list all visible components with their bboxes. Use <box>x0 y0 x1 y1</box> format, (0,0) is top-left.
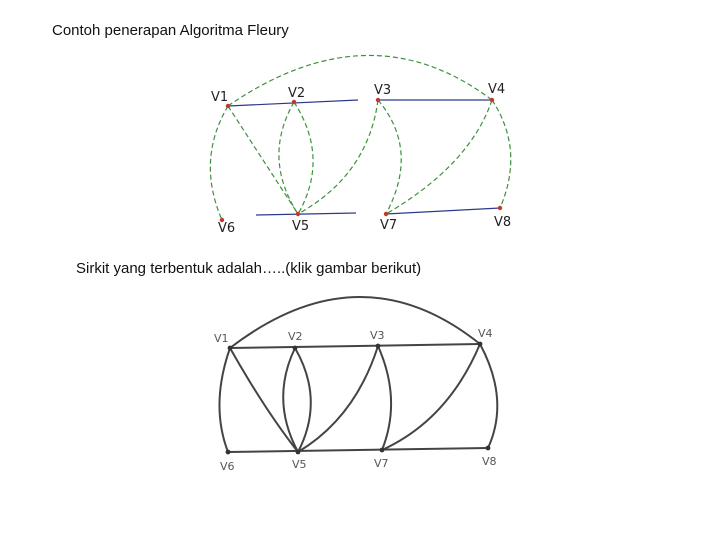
edge-v6-v8 <box>228 448 488 452</box>
label-v1: V1 <box>211 90 229 105</box>
node-v5 <box>296 450 301 455</box>
label-v7: V7 <box>380 218 398 233</box>
node-v3 <box>376 344 381 349</box>
edge-v4-v7 <box>382 344 480 450</box>
label-v6: V6 <box>218 221 236 236</box>
label-v2: V2 <box>288 86 306 101</box>
edge-v4-v8-arc <box>480 344 497 448</box>
label-v8: V8 <box>482 455 497 468</box>
label-v4: V4 <box>488 82 506 97</box>
label-v3: V3 <box>374 83 392 98</box>
node-v4 <box>478 342 483 347</box>
node-v6 <box>226 450 231 455</box>
node-v8 <box>486 446 491 451</box>
slide-title: Contoh penerapan Algoritma Fleury <box>52 22 289 39</box>
label-v7: V7 <box>374 457 389 470</box>
edge-v1-v6-arc <box>219 348 230 452</box>
edge-v1-v4-arc <box>230 297 480 348</box>
edge-v1-v4 <box>230 344 480 348</box>
label-v5: V5 <box>292 219 310 234</box>
edge-v3-v7 <box>378 346 391 450</box>
node-v2 <box>293 346 298 351</box>
node-v7 <box>380 448 385 453</box>
label-v2: V2 <box>288 330 303 343</box>
node-v1 <box>228 346 233 351</box>
label-v6: V6 <box>220 460 235 473</box>
label-v4: V4 <box>478 327 493 340</box>
edge-v2-v5-right <box>295 348 311 452</box>
label-v5: V5 <box>292 458 307 471</box>
label-v3: V3 <box>370 329 385 342</box>
label-v1: V1 <box>214 332 229 345</box>
label-v8: V8 <box>494 215 512 230</box>
circuit-caption: Sirkit yang terbentuk adalah…..(klik gambar berikut) <box>76 260 422 277</box>
